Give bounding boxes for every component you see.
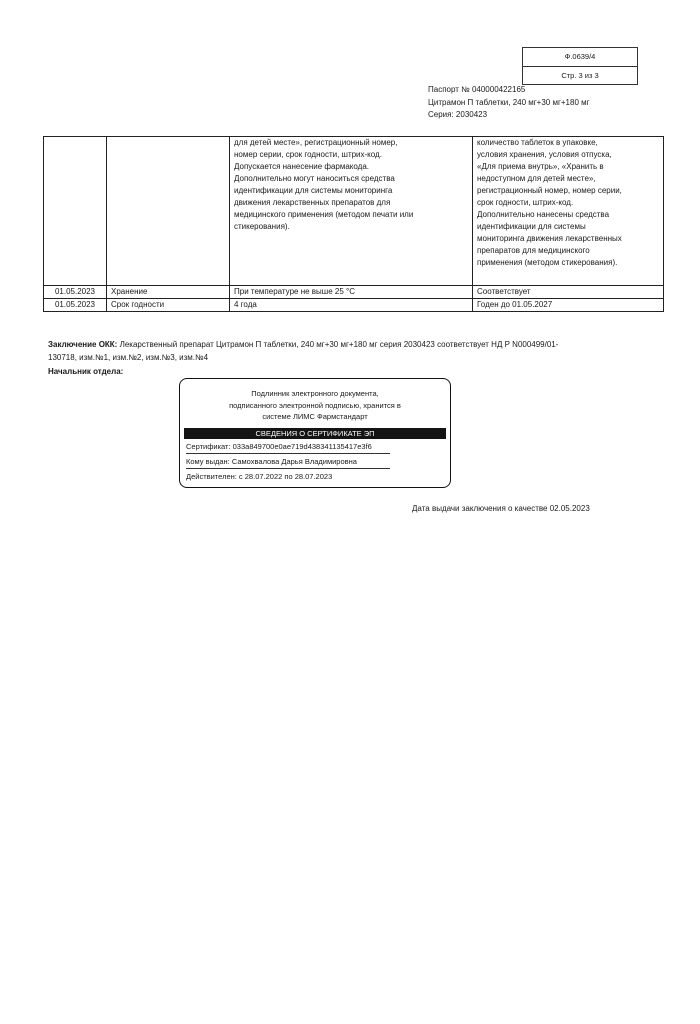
- qc-conclusion: [48, 339, 568, 364]
- table-row: [44, 299, 664, 312]
- indicator-cell: [107, 137, 230, 286]
- date-cell: 01.05.2023: [44, 299, 107, 312]
- stamp-validity: Действителен: с 28.07.2022 по 28.07.2023: [186, 472, 333, 481]
- result-cell: количество таблеток в упаковке, условия хранения, условия отпуска, «Для приема внутрь», «Хранить в недоступном для детей месте», регистрационный номер, номер серии, срок годности, штрих-код. Дополнительно нанесены средства идентификации для системы мониторинга движения лекарственных препаратов для медицинского применения (методом стикерования).: [473, 137, 664, 286]
- stamp-certificate-id: Сертификат: 033a849700e0ae719d438341135417e3f6: [186, 440, 390, 454]
- table-row: [44, 286, 664, 299]
- result-cell: Соответствует: [473, 286, 664, 299]
- stamp-issued-to: Кому выдан: Самохвалова Дарья Владимировна: [186, 455, 390, 469]
- passport-series: Серия: 2030423: [428, 110, 488, 119]
- indicator-cell: Срок годности: [107, 299, 230, 312]
- electronic-signature-stamp: [179, 378, 451, 488]
- passport-header: [428, 84, 590, 122]
- requirement-cell: 4 года: [230, 299, 473, 312]
- passport-number: Паспорт № 040000422165: [428, 85, 526, 94]
- requirement-cell: для детей месте», регистрационный номер, номер серии, срок годности, штрих-код. Допускается нанесение фармакода. Дополнительно могут наноситься средства идентификации для системы мониторинга движения лекарственных препаратов для медицинского применения (методом печати или стикерования).: [230, 137, 473, 286]
- stamp-line-3: системе ЛИМС Фармстандарт: [262, 412, 368, 421]
- form-code-box: [522, 47, 638, 85]
- requirement-cell: При температуре не выше 25 °С: [230, 286, 473, 299]
- table-row: [44, 137, 664, 286]
- conclusion-text: Лекарственный препарат Цитрамон П таблетки, 240 мг+30 мг+180 мг серия 2030423 соответствует НД Р N000499/01-130718, изм.№1, изм.№2, изм.№3, изм.№4: [48, 340, 559, 362]
- test-results-table: [43, 136, 664, 312]
- issue-date: Дата выдачи заключения о качестве 02.05.2023: [412, 504, 590, 513]
- page-counter: Стр. 3 из 3: [561, 71, 599, 80]
- date-cell: 01.05.2023: [44, 286, 107, 299]
- date-cell: [44, 137, 107, 286]
- head-of-department-label: Начальник отдела:: [48, 367, 124, 376]
- stamp-certificate-band: СВЕДЕНИЯ О СЕРТИФИКАТЕ ЭП: [184, 428, 446, 439]
- result-cell: Годен до 01.05.2027: [473, 299, 664, 312]
- passport-product: Цитрамон П таблетки, 240 мг+30 мг+180 мг: [428, 97, 590, 107]
- stamp-line-1: Подлинник электронного документа,: [251, 389, 379, 398]
- stamp-line-2: подписанного электронной подписью, хранится в: [229, 400, 401, 410]
- indicator-cell: Хранение: [107, 286, 230, 299]
- form-code: Ф.0639/4: [523, 48, 637, 67]
- conclusion-label: Заключение ОКК:: [48, 340, 118, 349]
